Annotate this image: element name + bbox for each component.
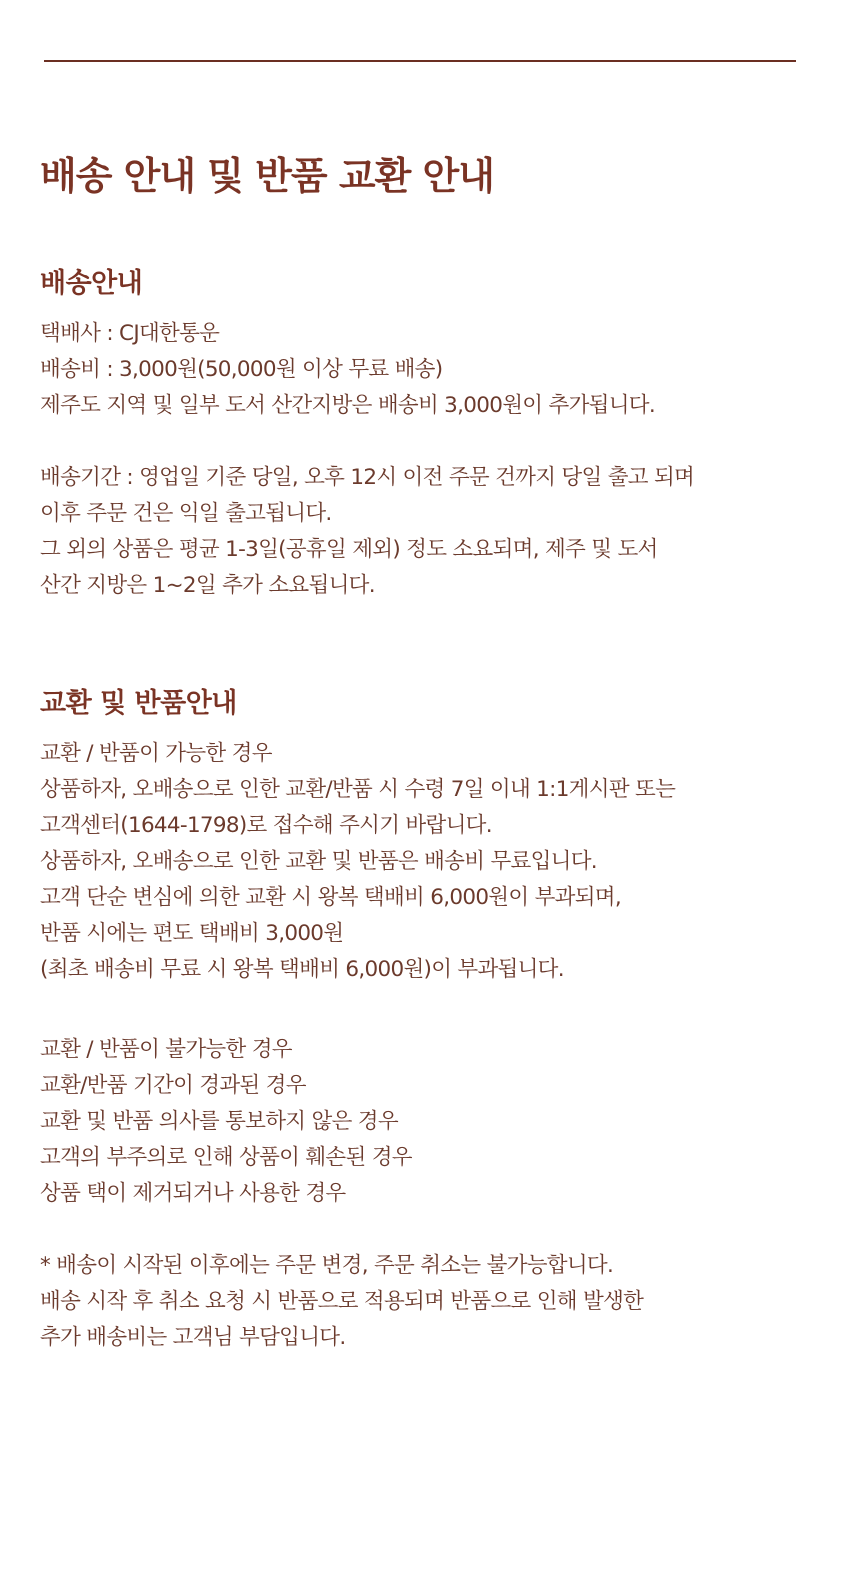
- notice-line: 추가 배송비는 고객님 부담입니다.: [40, 1325, 346, 1350]
- notice-line: 배송 시작 후 취소 요청 시 반품으로 적용되며 반품으로 인해 발생한: [40, 1289, 644, 1314]
- impossible-line: 교환 및 반품 의사를 통보하지 않은 경우: [40, 1109, 398, 1134]
- cancel-notice: [40, 1248, 643, 1356]
- possible-line: 반품 시에는 편도 택배비 3,000원: [40, 921, 344, 946]
- possible-line: 상품하자, 오배송으로 인한 교환/반품 시 수령 7일 이내 1:1게시판 또는: [40, 777, 676, 802]
- possible-line: 고객센터(1644-1798)로 접수해 주시기 바랍니다.: [40, 813, 492, 838]
- possible-line: (최초 배송비 무료 시 왕복 택배비 6,000원)이 부과됩니다.: [40, 957, 564, 982]
- exchange-heading: 교환 및 반품안내: [40, 688, 237, 719]
- period-line: 산간 지방은 1~2일 추가 소요됩니다.: [40, 573, 375, 598]
- possible-line: 고객 단순 변심에 의한 교환 시 왕복 택배비 6,000원이 부과되며,: [40, 885, 621, 910]
- courier-line: 택배사 : CJ대한통운: [40, 321, 220, 346]
- page-title: 배송 안내 및 반품 교환 안내: [40, 154, 494, 198]
- impossible-line: 교환 / 반품이 불가능한 경우: [40, 1037, 292, 1062]
- impossible-line: 고객의 부주의로 인해 상품이 훼손된 경우: [40, 1145, 412, 1170]
- shipping-period: [40, 460, 694, 604]
- island-fee-line: 제주도 지역 및 일부 도서 산간지방은 배송비 3,000원이 추가됩니다.: [40, 393, 655, 418]
- possible-line: 상품하자, 오배송으로 인한 교환 및 반품은 배송비 무료입니다.: [40, 849, 597, 874]
- shipping-fee-line: 배송비 : 3,000원(50,000원 이상 무료 배송): [40, 357, 443, 382]
- shipping-info: [40, 316, 655, 424]
- period-line: 배송기간 : 영업일 기준 당일, 오후 12시 이전 주문 건까지 당일 출고 되며: [40, 465, 695, 490]
- possible-line: 교환 / 반품이 가능한 경우: [40, 741, 272, 766]
- exchange-impossible: [40, 1032, 412, 1212]
- impossible-line: 교환/반품 기간이 경과된 경우: [40, 1073, 306, 1098]
- shipping-heading: 배송안내: [40, 268, 143, 299]
- top-divider: [44, 60, 796, 62]
- exchange-possible: [40, 736, 675, 988]
- period-line: 그 외의 상품은 평균 1-3일(공휴일 제외) 정도 소요되며, 제주 및 도서: [40, 537, 658, 562]
- impossible-line: 상품 택이 제거되거나 사용한 경우: [40, 1181, 346, 1206]
- notice-line: * 배송이 시작된 이후에는 주문 변경, 주문 취소는 불가능합니다.: [40, 1253, 614, 1278]
- period-line: 이후 주문 건은 익일 출고됩니다.: [40, 501, 332, 526]
